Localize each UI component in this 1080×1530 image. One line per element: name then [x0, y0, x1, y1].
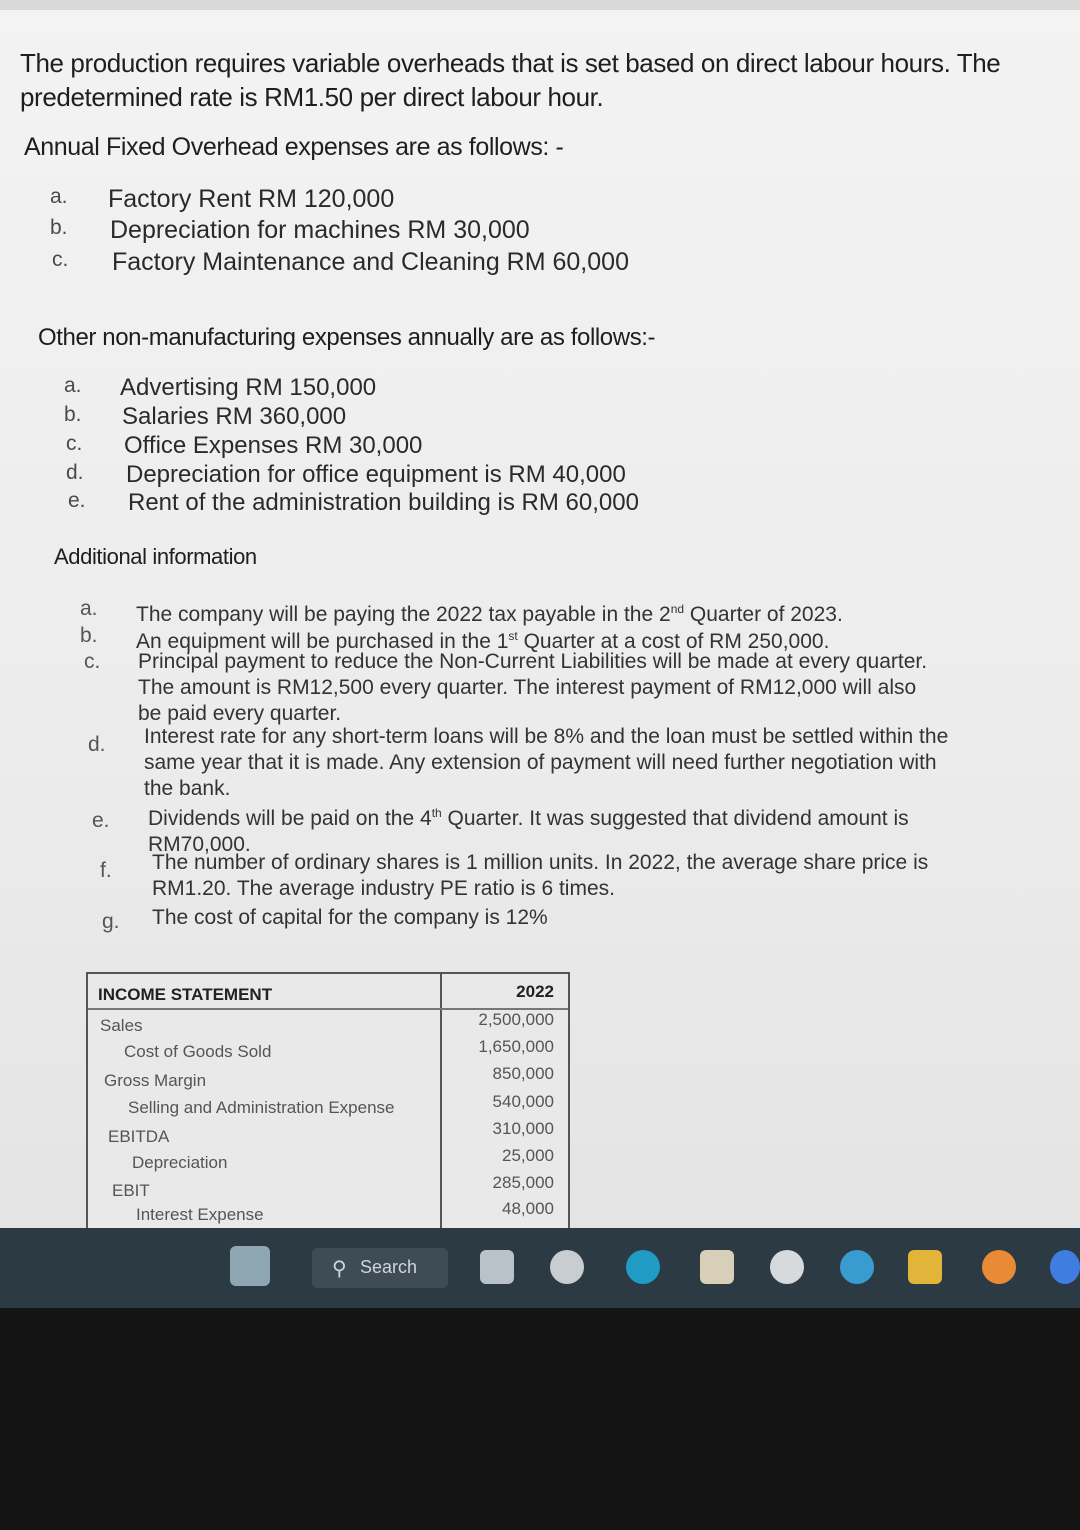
list-marker: c.	[52, 248, 69, 271]
table-row-label: EBITDA	[108, 1127, 170, 1146]
windows-start-icon[interactable]	[230, 1246, 270, 1286]
table-row-value: 25,000	[502, 1146, 554, 1165]
taskbar-search-box[interactable]	[312, 1248, 448, 1288]
list-item	[80, 623, 980, 651]
table-row-value: 310,000	[492, 1119, 554, 1138]
list-text: Dividends will be paid on the 4th Quarter. It was suggested that dividend amount is RM70,000.	[148, 806, 909, 856]
list-item	[64, 403, 664, 433]
list-item	[88, 724, 1008, 804]
firefox-icon[interactable]	[982, 1250, 1016, 1284]
intro-line-1: The production requires variable overheads that is set based on direct labour hours. The	[20, 48, 1001, 78]
list-item	[84, 649, 1004, 729]
list-item	[50, 185, 650, 215]
list-marker: d.	[66, 461, 84, 484]
table-row-value: 2,500,000	[478, 1010, 554, 1029]
column-divider	[440, 974, 442, 1228]
app-icon[interactable]	[1050, 1250, 1080, 1284]
list-marker: d.	[88, 733, 106, 756]
list-text: Factory Maintenance and Cleaning RM 60,000	[112, 248, 629, 276]
list-marker: a.	[50, 185, 68, 208]
list-marker: c.	[84, 650, 101, 673]
chrome-icon[interactable]	[840, 1250, 874, 1284]
table-row-label: EBIT	[112, 1181, 150, 1200]
table-row-label: Sales	[100, 1016, 143, 1035]
list-item	[64, 374, 664, 404]
table-title: INCOME STATEMENT	[98, 985, 273, 1004]
list-marker: e.	[92, 809, 110, 832]
list-item	[68, 489, 688, 519]
table-row-label: Gross Margin	[104, 1071, 207, 1090]
list-text: Principal payment to reduce the Non-Current Liabilities will be made at every quarter. The amount is RM12,500 every quarter. The interest payment of RM12,000 will also be paid every quarter.	[138, 650, 928, 725]
list-text: Depreciation for office equipment is RM 40,000	[126, 461, 626, 488]
income-statement-table	[86, 972, 570, 1228]
table-year: 2022	[516, 982, 554, 1001]
task-view-icon[interactable]	[480, 1250, 514, 1284]
list-text: The cost of capital for the company is 12%	[152, 906, 548, 929]
search-icon: ⚲	[332, 1258, 347, 1280]
list-text: Advertising RM 150,000	[120, 374, 377, 401]
list-text: An equipment will be purchased in the 1st Quarter at a cost of RM 250,000.	[136, 629, 830, 653]
list-item	[92, 800, 992, 854]
list-marker: b.	[50, 216, 68, 239]
table-row-value: 48,000	[502, 1199, 554, 1218]
list-marker: f.	[100, 859, 112, 882]
fixed-overhead-heading: Annual Fixed Overhead expenses are as follows: -	[24, 133, 564, 161]
taskbar	[0, 1228, 1080, 1308]
list-marker: a.	[80, 597, 98, 620]
table-row-value: 285,000	[492, 1173, 554, 1192]
list-text: Interest rate for any short-term loans will be 8% and the loan must be settled within the same year that it is made. Any extension of payment will need further negotiation with the bank.	[144, 725, 949, 800]
list-marker: a.	[64, 374, 82, 397]
folder-icon[interactable]	[908, 1250, 942, 1284]
edge-browser-icon[interactable]	[626, 1250, 660, 1284]
list-text: Factory Rent RM 120,000	[108, 185, 395, 213]
list-text: The number of ordinary shares is 1 million units. In 2022, the average share price is RM1.20. The average industry PE ratio is 6 times.	[152, 851, 929, 900]
list-marker: c.	[66, 432, 83, 455]
chat-icon[interactable]	[550, 1250, 584, 1284]
list-item	[52, 248, 652, 278]
list-item	[66, 461, 686, 491]
table-row-label: Depreciation	[132, 1153, 228, 1172]
table-row-value: 540,000	[492, 1092, 554, 1111]
table-row-label: Cost of Goods Sold	[124, 1042, 272, 1061]
table-row-label: Selling and Administration Expense	[128, 1098, 395, 1117]
table-row-label: Interest Expense	[136, 1205, 264, 1224]
top-edge	[0, 0, 1080, 10]
list-text: Depreciation for machines RM 30,000	[110, 216, 530, 244]
list-text: Rent of the administration building is RM 60,000	[128, 489, 639, 516]
screen-bezel	[0, 1308, 1080, 1530]
list-marker: e.	[68, 489, 86, 512]
list-marker: b.	[64, 403, 82, 426]
list-item	[50, 216, 650, 246]
list-marker: b.	[80, 624, 98, 647]
additional-heading: Additional information	[54, 544, 257, 569]
search-label: Search	[360, 1257, 418, 1277]
list-marker: g.	[102, 910, 120, 933]
settings-icon[interactable]	[770, 1250, 804, 1284]
store-icon[interactable]	[700, 1250, 734, 1284]
list-text: Salaries RM 360,000	[122, 403, 347, 430]
list-item	[102, 905, 1002, 933]
list-item	[100, 850, 1000, 904]
table-row-value: 1,650,000	[478, 1037, 554, 1056]
list-text: Office Expenses RM 30,000	[124, 432, 423, 459]
intro-line-2: predetermined rate is RM1.50 per direct labour hour.	[20, 82, 604, 112]
list-item	[80, 596, 980, 624]
non-manufacturing-heading: Other non-manufacturing expenses annually are as follows:-	[38, 324, 656, 351]
list-text: The company will be paying the 2022 tax payable in the 2nd Quarter of 2023.	[136, 602, 843, 626]
table-row-value: 850,000	[492, 1064, 554, 1083]
list-item	[66, 432, 666, 462]
